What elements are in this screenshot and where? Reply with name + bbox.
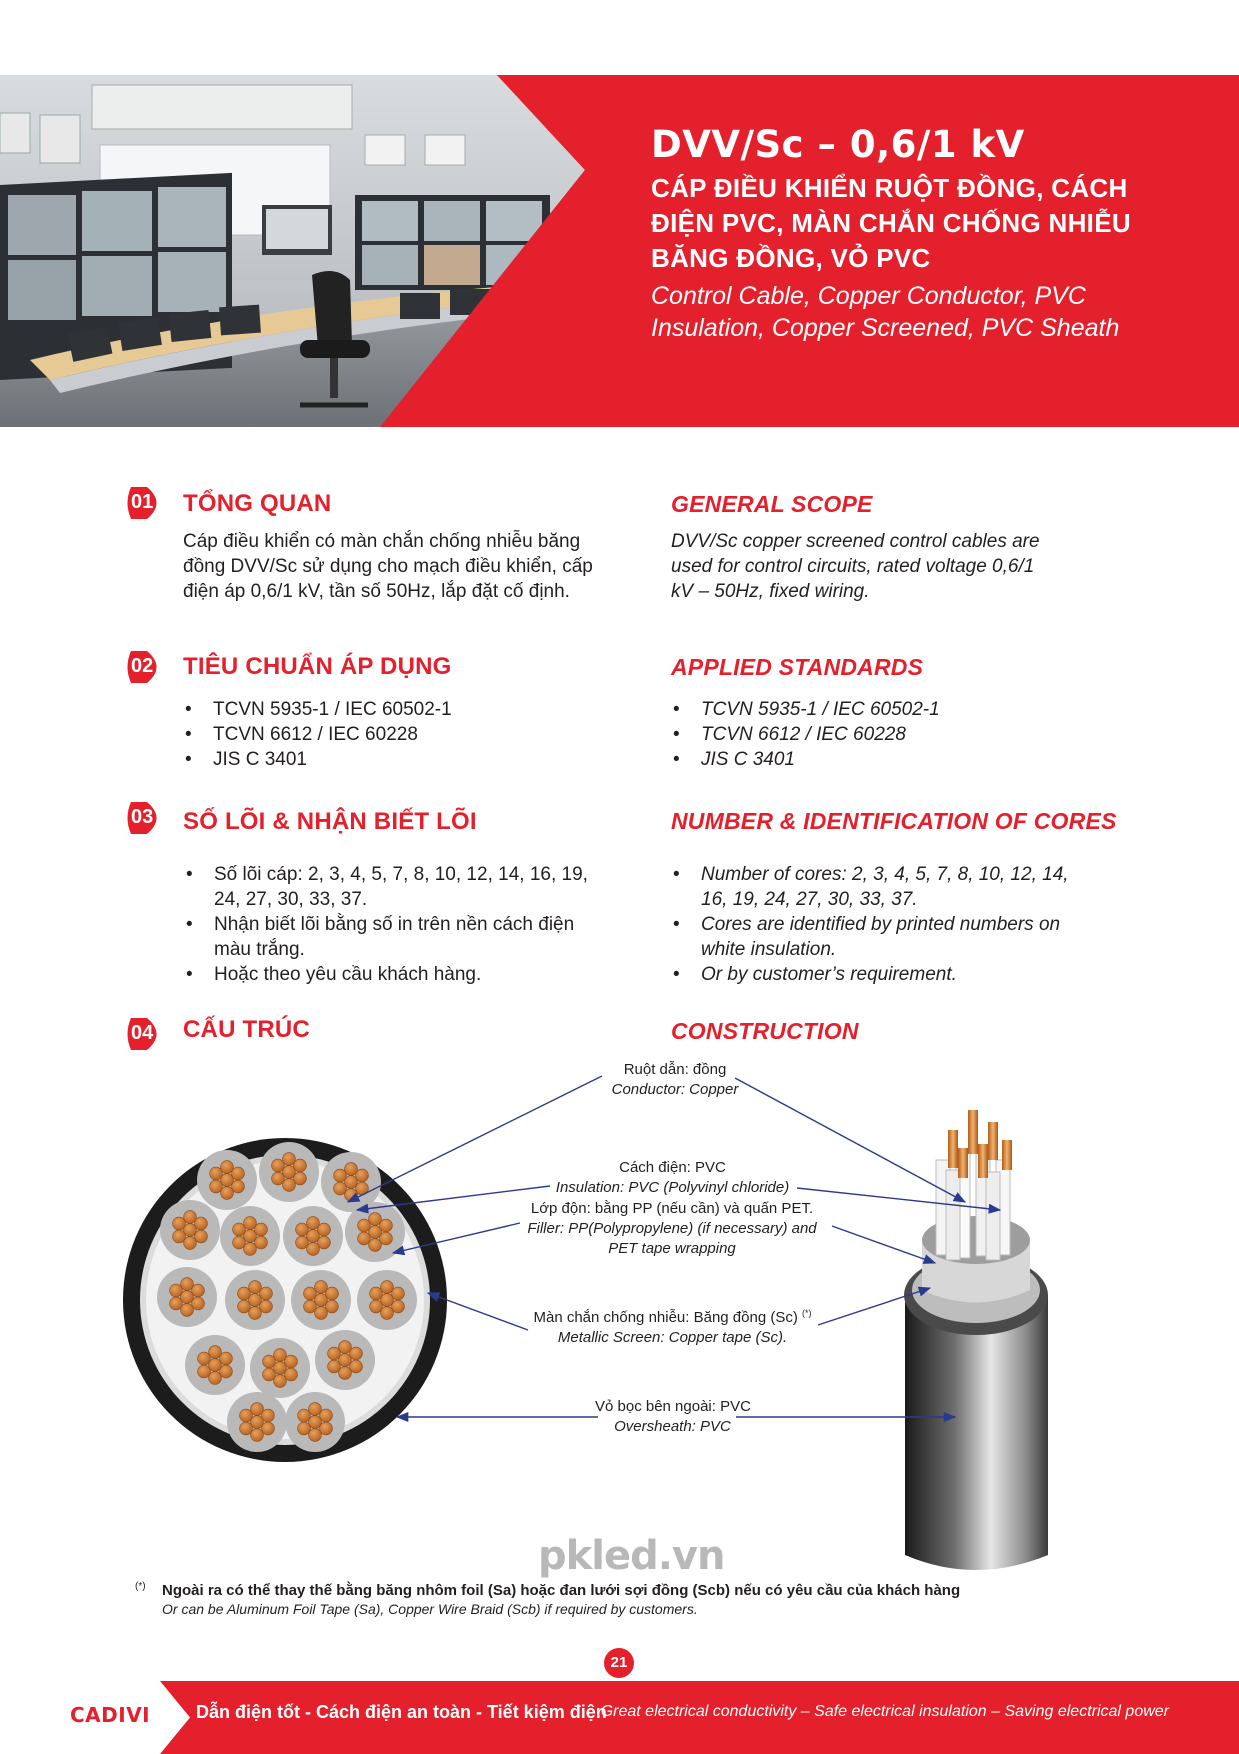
- copper-strand: [328, 1347, 341, 1360]
- copper-strand: [381, 1294, 394, 1307]
- section-title-construction-en: CONSTRUCTION: [671, 1018, 859, 1044]
- copper-strand: [315, 1307, 328, 1320]
- copper-strand: [285, 1355, 298, 1368]
- copper-strand: [294, 1159, 307, 1172]
- copper-strand: [238, 1287, 251, 1300]
- section-title-standards-en: APPLIED STANDARDS: [671, 654, 924, 680]
- section-number: 02: [131, 655, 154, 677]
- list-item: • TCVN 5935-1 / IEC 60502-1: [183, 697, 452, 722]
- copper-strand: [334, 1182, 347, 1195]
- section-title-construction-vi: CẤU TRÚC: [183, 1016, 310, 1043]
- text-line: Or by customer’s requirement.: [701, 964, 957, 985]
- list-item: [184, 962, 588, 987]
- copper-strand: [298, 1409, 311, 1422]
- cores-list-vi: [184, 862, 588, 987]
- copper-strand: [262, 1409, 275, 1422]
- text-line: Hoặc theo yêu cầu khách hàng.: [214, 964, 482, 985]
- copper-strand: [285, 1368, 298, 1381]
- copper-strand: [298, 1422, 311, 1435]
- copper-strand: [260, 1287, 273, 1300]
- copper-strand: [334, 1169, 347, 1182]
- copper-strand: [263, 1368, 276, 1381]
- copper-strand: [249, 1294, 262, 1307]
- copper-strand: [170, 1297, 183, 1310]
- copper-strand: [326, 1287, 339, 1300]
- slogan-en: Great electrical conductivity – Safe electrical insulation – Saving electrical power: [600, 1703, 1169, 1720]
- callout-en: PET tape wrapping: [608, 1240, 736, 1257]
- control-room-photo: [0, 75, 600, 427]
- list-item: [671, 862, 1069, 912]
- copper-strand: [309, 1403, 322, 1416]
- copper-strand: [209, 1372, 222, 1385]
- hero-banner: [0, 75, 1239, 427]
- copper-strand: [251, 1429, 264, 1442]
- copper-strand: [339, 1367, 352, 1380]
- title-en-line: Control Cable, Copper Conductor, PVC: [651, 282, 1086, 310]
- copper-strand: [195, 1217, 208, 1230]
- copper-strand: [309, 1416, 322, 1429]
- cable-cross-section: [123, 1138, 447, 1462]
- slogan-vi: Dẫn điện tốt - Cách điện an toàn - Tiết kiệm điện: [196, 1702, 607, 1722]
- copper-strand: [240, 1409, 253, 1422]
- copper-strand: [209, 1346, 222, 1359]
- list-item: • TCVN 6612 / IEC 60228: [671, 722, 940, 747]
- copper-strand: [173, 1217, 186, 1230]
- callout-sheath: [595, 1397, 750, 1437]
- copper-strand: [283, 1153, 296, 1166]
- copper-strand: [232, 1167, 245, 1180]
- copper-strand: [309, 1429, 322, 1442]
- text-line: 24, 27, 30, 33, 37.: [214, 889, 368, 910]
- section-badge-03: [122, 798, 168, 838]
- section-badge-01: [122, 483, 168, 523]
- list-item: • TCVN 6612 / IEC 60228: [183, 722, 452, 747]
- copper-strand: [240, 1422, 253, 1435]
- section-number: 04: [131, 1022, 154, 1044]
- hero-text-block: [651, 121, 1221, 344]
- callout-vi: Cách điện: PVC: [619, 1159, 726, 1176]
- text-line: 16, 19, 24, 27, 30, 33, 37.: [701, 889, 918, 910]
- footnote-marker: (*): [135, 1581, 146, 1592]
- product-title-vi: [651, 171, 1221, 276]
- copper-strand: [244, 1243, 257, 1256]
- title-vi-line: BĂNG ĐỒNG, VỎ PVC: [651, 243, 931, 273]
- copper-strand: [350, 1347, 363, 1360]
- copper-strand: [221, 1161, 234, 1174]
- copper-strand: [326, 1300, 339, 1313]
- callout-en: Conductor: Copper: [611, 1081, 739, 1098]
- section-title-standards-vi: TIÊU CHUẨN ÁP DỤNG: [183, 653, 452, 680]
- footnote: [135, 1582, 960, 1618]
- standards-list-vi: [183, 697, 452, 772]
- copper-strand: [184, 1224, 197, 1237]
- title-vi-line: CÁP ĐIỀU KHIỂN RUỘT ĐỒNG, CÁCH: [651, 173, 1128, 203]
- callout-filler: [502, 1199, 842, 1259]
- copper-strand: [192, 1284, 205, 1297]
- copper-strand: [238, 1300, 251, 1313]
- callout-conductor: [600, 1060, 750, 1100]
- text-line: Số lõi cáp: 2, 3, 4, 5, 7, 8, 10, 12, 14, 16, 19,: [214, 864, 588, 885]
- footnote-marker: (*): [802, 1308, 812, 1318]
- copper-strand: [260, 1300, 273, 1313]
- copper-strand: [358, 1232, 371, 1245]
- copper-strand: [307, 1230, 320, 1243]
- text-line: Number of cores: 2, 3, 4, 5, 7, 8, 10, 12, 14,: [701, 864, 1069, 885]
- list-item: [671, 912, 1069, 962]
- copper-strand: [392, 1300, 405, 1313]
- title-en-line: Insulation, Copper Screened, PVC Sheath: [651, 314, 1120, 342]
- copper-strand: [184, 1211, 197, 1224]
- product-title-en: [651, 280, 1221, 344]
- standards-list-en: [671, 697, 940, 772]
- list-item: • JIS C 3401: [183, 747, 452, 772]
- copper-strand: [220, 1352, 233, 1365]
- page-number: 21: [604, 1648, 634, 1678]
- copper-strand: [272, 1172, 285, 1185]
- copper-strand: [255, 1236, 268, 1249]
- list-item: • JIS C 3401: [671, 747, 940, 772]
- copper-strand: [274, 1362, 287, 1375]
- copper-strand: [181, 1304, 194, 1317]
- list-item: [671, 962, 1069, 987]
- copper-strand: [232, 1180, 245, 1193]
- text-line: Cáp điều khiển có màn chắn chống nhiễu băng: [183, 531, 581, 552]
- callout-screen: [515, 1303, 830, 1348]
- copper-strand: [370, 1287, 383, 1300]
- text-line: điện áp 0,6/1 kV, tần số 50Hz, lắp đặt cố định.: [183, 581, 570, 602]
- copper-strand: [350, 1360, 363, 1373]
- copper-strand: [210, 1167, 223, 1180]
- text-line: white insulation.: [701, 939, 837, 960]
- copper-strand: [195, 1230, 208, 1243]
- copper-strand: [345, 1163, 358, 1176]
- copper-strand: [249, 1307, 262, 1320]
- copper-strand: [370, 1300, 383, 1313]
- copper-strand: [315, 1281, 328, 1294]
- cable-3d-view: [904, 1110, 1048, 1570]
- text-line: Cores are identified by printed numbers on: [701, 914, 1061, 935]
- copper-strand: [345, 1189, 358, 1202]
- section-title-overview-vi: TỔNG QUAN: [183, 490, 332, 517]
- copper-strand: [356, 1169, 369, 1182]
- callout-vi: Vỏ bọc bên ngoài: PVC: [595, 1398, 751, 1415]
- copper-strand: [318, 1223, 331, 1236]
- copper-strand: [294, 1172, 307, 1185]
- cores-list-en: [671, 862, 1069, 987]
- copper-strand: [345, 1176, 358, 1189]
- copper-strand: [296, 1223, 309, 1236]
- text-line: DVV/Sc copper screened control cables are: [671, 531, 1040, 552]
- copper-strand: [328, 1360, 341, 1373]
- copper-strand: [307, 1217, 320, 1230]
- text-line: kV – 50Hz, fixed wiring.: [671, 581, 870, 602]
- section-number: 03: [131, 806, 154, 828]
- copper-strand: [209, 1359, 222, 1372]
- section-title-cores-en: NUMBER & IDENTIFICATION OF CORES: [671, 808, 1117, 834]
- copper-strand: [358, 1219, 371, 1232]
- callout-en: Insulation: PVC (Polyvinyl chloride): [555, 1179, 790, 1196]
- copper-strand: [283, 1166, 296, 1179]
- copper-strand: [198, 1365, 211, 1378]
- copper-strand: [339, 1354, 352, 1367]
- section-number: 01: [131, 491, 154, 513]
- copper-strand: [192, 1297, 205, 1310]
- callout-insulation: [520, 1158, 825, 1198]
- section-title-cores-vi: SỐ LÕI & NHẬN BIẾT LÕI: [183, 808, 477, 835]
- copper-strand: [339, 1341, 352, 1354]
- copper-strand: [221, 1187, 234, 1200]
- copper-strand: [233, 1223, 246, 1236]
- footnote-vi: Ngoài ra có thể thay thế bằng băng nhôm foil (Sa) hoặc đan lưới sợi đồng (Scb) nếu có yêu cầu của khách hàng: [162, 1582, 961, 1599]
- copper-strand: [244, 1230, 257, 1243]
- text-line: used for control circuits, rated voltage 0,6/1: [671, 556, 1035, 577]
- copper-strand: [249, 1281, 262, 1294]
- text-line: Nhận biết lõi bằng số in trên nền cách điện: [214, 914, 575, 935]
- section-badge-02: [122, 647, 168, 687]
- watermark: pkled.vn: [538, 1533, 725, 1579]
- copper-strand: [296, 1236, 309, 1249]
- cadivi-logo: CADIVI: [70, 1703, 151, 1727]
- copper-strand: [369, 1226, 382, 1239]
- text-line: màu trắng.: [214, 939, 305, 960]
- copper-strand: [170, 1284, 183, 1297]
- copper-strand: [255, 1223, 268, 1236]
- copper-strand: [220, 1365, 233, 1378]
- copper-strand: [251, 1403, 264, 1416]
- copper-strand: [198, 1352, 211, 1365]
- copper-strand: [181, 1278, 194, 1291]
- callout-vi: [515, 1303, 830, 1328]
- overview-text-vi: [183, 529, 593, 604]
- copper-strand: [380, 1232, 393, 1245]
- copper-strand: [272, 1159, 285, 1172]
- copper-strand: [184, 1237, 197, 1250]
- copper-strand: [369, 1239, 382, 1252]
- copper-strand: [304, 1300, 317, 1313]
- copper-strand: [263, 1355, 276, 1368]
- callout-en: Metallic Screen: Copper tape (Sc).: [557, 1329, 788, 1346]
- footer: [0, 1681, 1239, 1754]
- copper-strand: [380, 1219, 393, 1232]
- copper-strand: [392, 1287, 405, 1300]
- copper-strand: [320, 1422, 333, 1435]
- copper-strand: [381, 1307, 394, 1320]
- product-title: DVV/Sc – 0,6/1 kV: [651, 123, 1025, 166]
- copper-strand: [274, 1375, 287, 1388]
- callout-vi: Ruột dẫn: đồng: [623, 1061, 727, 1078]
- copper-strand: [181, 1291, 194, 1304]
- copper-strand: [251, 1416, 264, 1429]
- copper-strand: [369, 1213, 382, 1226]
- copper-strand: [307, 1243, 320, 1256]
- copper-strand: [318, 1236, 331, 1249]
- copper-strand: [221, 1174, 234, 1187]
- list-item: [184, 862, 588, 912]
- copper-strand: [283, 1179, 296, 1192]
- section-title-overview-en: GENERAL SCOPE: [671, 491, 873, 517]
- copper-strand: [262, 1422, 275, 1435]
- copper-strand: [244, 1217, 257, 1230]
- footnote-en: Or can be Aluminum Foil Tape (Sa), Copper Wire Braid (Scb) if required by customers.: [162, 1601, 698, 1617]
- list-item: • TCVN 5935-1 / IEC 60502-1: [671, 697, 940, 722]
- copper-strand: [233, 1236, 246, 1249]
- copper-strand: [274, 1349, 287, 1362]
- copper-strand: [315, 1294, 328, 1307]
- copper-strand: [210, 1180, 223, 1193]
- list-item: [184, 912, 588, 962]
- callout-vi-text: Màn chắn chống nhiễu: Băng đồng (Sc): [533, 1309, 798, 1326]
- title-vi-line: ĐIỆN PVC, MÀN CHẮN CHỐNG NHIỄU: [651, 208, 1131, 238]
- copper-strand: [381, 1281, 394, 1294]
- callout-en: Oversheath: PVC: [614, 1418, 731, 1435]
- copper-strand: [304, 1287, 317, 1300]
- callout-vi: Lớp độn: bằng PP (nếu cần) và quấn PET.: [530, 1200, 814, 1217]
- overview-text-en: [671, 529, 1040, 604]
- copper-strand: [173, 1230, 186, 1243]
- text-line: đồng DVV/Sc sử dụng cho mạch điều khiển, cấp: [183, 556, 593, 577]
- callout-en: Filler: PP(Polypropylene) (if necessary) and: [527, 1220, 817, 1237]
- copper-strand: [320, 1409, 333, 1422]
